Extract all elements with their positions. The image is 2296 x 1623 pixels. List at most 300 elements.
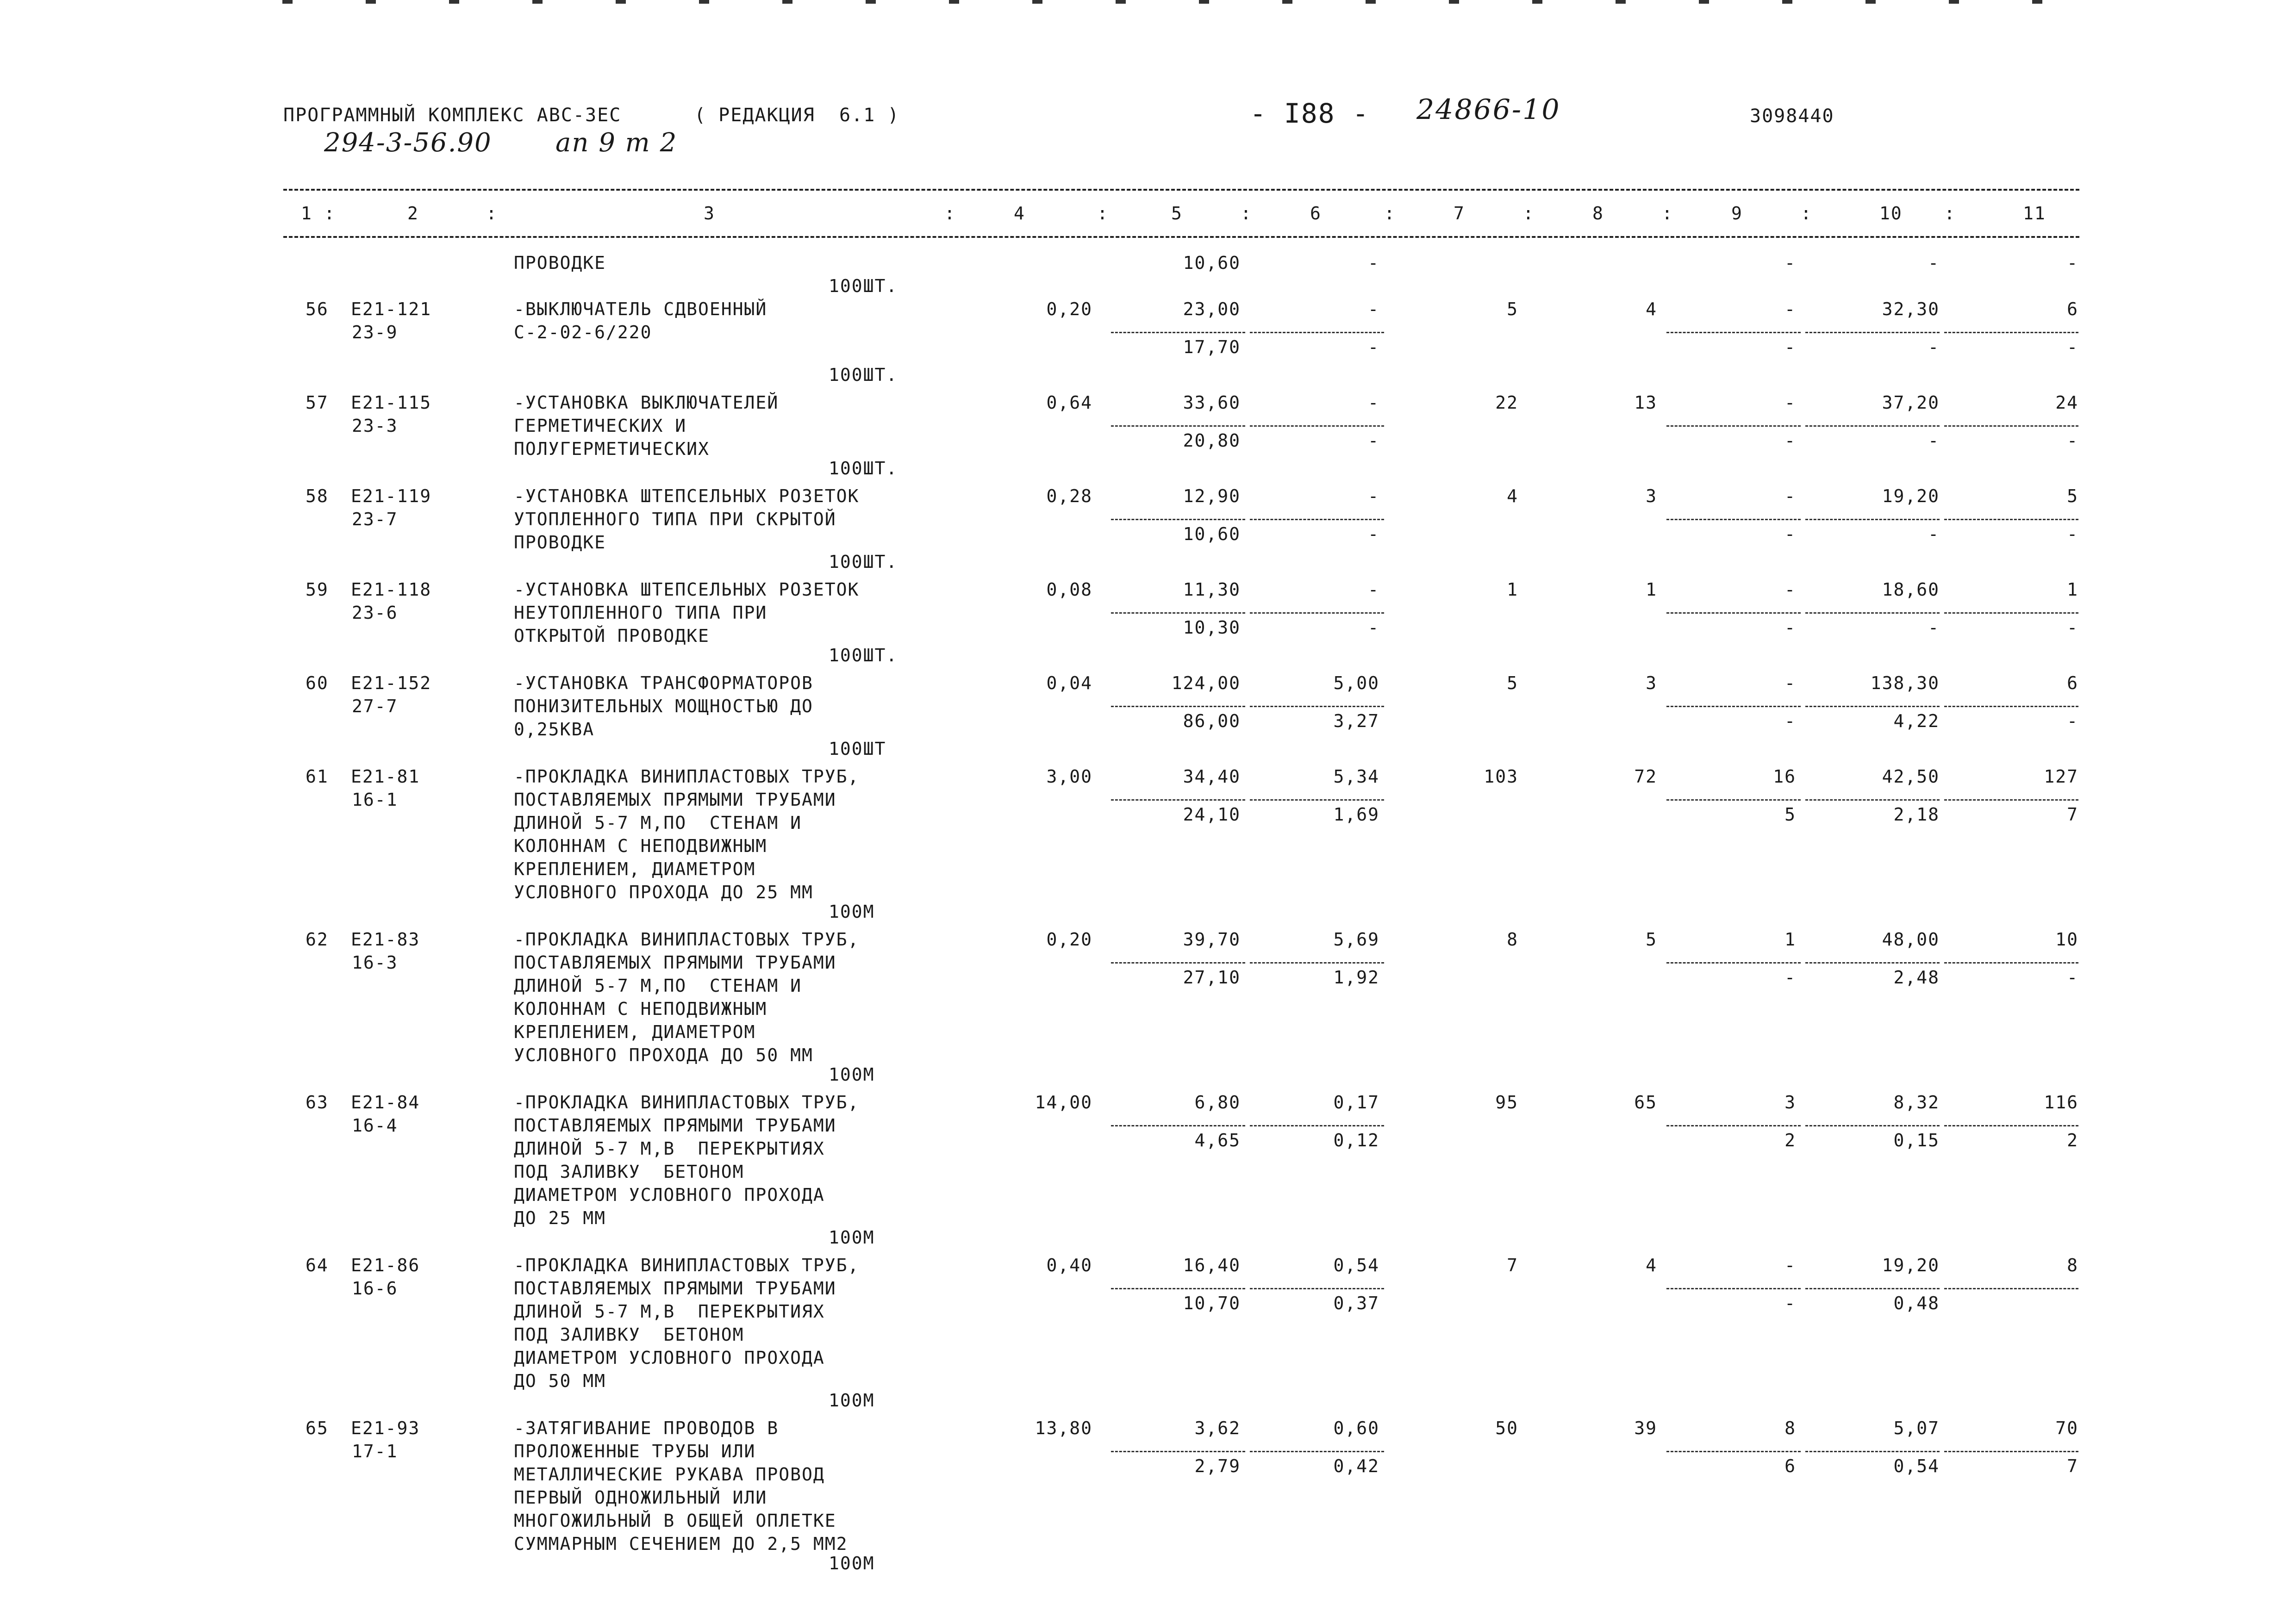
item-description-line: ДЛИНОЙ 5-7 М,ПО СТЕНАМ И	[514, 813, 802, 833]
norm-reference: 16-4	[352, 1115, 398, 1136]
norm-code: Е21-93	[351, 1418, 420, 1438]
norm-reference: 16-1	[352, 790, 398, 810]
item-description-line: -ПРОКЛАДКА ВИНИПЛАСТОВЫХ ТРУБ,	[514, 929, 860, 950]
subtotal-dash-rule	[1805, 962, 1940, 964]
column-separator: :	[1523, 203, 1535, 224]
item-description-line: -ПРОКЛАДКА ВИНИПЛАСТОВЫХ ТРУБ,	[514, 1092, 860, 1113]
norm-reference: 16-6	[352, 1278, 398, 1299]
quantity-value: 0,08	[1046, 579, 1092, 600]
wage-cost-value: 17,70	[1183, 337, 1241, 357]
subtotal-dash-rule	[1666, 332, 1801, 333]
column-separator: :	[1801, 203, 1812, 224]
col10-value: 48,00	[1882, 929, 1940, 950]
machine-cost-value: 5,34	[1333, 766, 1379, 787]
col11-value: 5	[2067, 486, 2078, 506]
item-description-line: -УСТАНОВКА ШТЕПСЕЛЬНЫХ РОЗЕТОК	[514, 579, 860, 600]
edition-label: ( РЕДАКЦИЯ 6.1 )	[694, 105, 900, 126]
col10-subvalue: -	[1928, 430, 1940, 451]
norm-code: Е21-121	[351, 299, 432, 319]
column-header-10: 10	[1879, 203, 1903, 224]
norm-reference: 23-7	[352, 509, 398, 529]
item-description-line: ПОД ЗАЛИВКУ БЕТОНОМ	[514, 1162, 744, 1182]
item-description-line: ПРОЛОЖЕННЫЕ ТРУБЫ ИЛИ	[514, 1441, 756, 1461]
subtotal-dash-rule	[1944, 612, 2078, 614]
col7-value: 8	[1507, 929, 1518, 950]
subtotal-dash-rule	[1111, 612, 1245, 614]
wage-cost-value: 10,30	[1183, 617, 1241, 638]
col10-value: -	[1928, 253, 1940, 273]
item-description-line: ПОСТАВЛЯЕМЫХ ПРЯМЫМИ ТРУБАМИ	[514, 1278, 836, 1299]
subtotal-dash-rule	[1805, 1288, 1940, 1289]
edge-mark	[949, 0, 959, 4]
subtotal-dash-rule	[1111, 332, 1245, 333]
subtotal-dash-rule	[1111, 799, 1245, 801]
col10-value: 19,20	[1882, 1255, 1940, 1275]
col7-value: 103	[1484, 766, 1518, 787]
col11-value: 127	[2044, 766, 2078, 787]
norm-reference: 23-6	[352, 603, 398, 623]
col8-value: 5	[1646, 929, 1657, 950]
unit-label: 100М	[829, 902, 875, 922]
col7-value: 7	[1507, 1255, 1518, 1275]
norm-reference: 17-1	[352, 1441, 398, 1461]
item-description-line: ПОЛУГЕРМЕТИЧЕСКИХ	[514, 439, 710, 459]
subtotal-dash-rule	[1666, 962, 1801, 964]
edge-mark	[699, 0, 709, 4]
subtotal-dash-rule	[1250, 1288, 1384, 1289]
subtotal-dash-rule	[1805, 799, 1940, 801]
machine-cost-value: -	[1368, 253, 1379, 273]
edge-mark	[782, 0, 792, 4]
unit-label: 100ШТ.	[829, 645, 898, 665]
edge-mark	[366, 0, 376, 4]
item-description-line: ДО 50 ММ	[514, 1371, 606, 1391]
wage-cost-value: 2,79	[1194, 1456, 1241, 1476]
item-description-line: -ПРОКЛАДКА ВИНИПЛАСТОВЫХ ТРУБ,	[514, 1255, 860, 1275]
col11-value: 1	[2067, 579, 2078, 600]
subtotal-dash-rule	[1250, 962, 1384, 964]
col9-subvalue: 2	[1784, 1130, 1796, 1150]
edge-mark	[1282, 0, 1292, 4]
column-header-5: 5	[1171, 203, 1183, 224]
edge-mark	[1616, 0, 1626, 4]
doc-code: 3098440	[1750, 106, 1834, 127]
edge-mark	[2032, 0, 2042, 4]
edge-mark	[1199, 0, 1209, 4]
unit-label: 100М	[829, 1064, 875, 1085]
item-description-line: ПОСТАВЛЯЕМЫХ ПРЯМЫМИ ТРУБАМИ	[514, 790, 836, 810]
item-description-line: -УСТАНОВКА ШТЕПСЕЛЬНЫХ РОЗЕТОК	[514, 486, 860, 506]
subtotal-dash-rule	[1805, 519, 1940, 520]
col11-subvalue: -	[2067, 617, 2078, 638]
edge-mark	[1699, 0, 1709, 4]
item-description-line: 0,25КВА	[514, 719, 595, 740]
col9-value: -	[1784, 579, 1796, 600]
col10-value: 42,50	[1882, 766, 1940, 787]
col10-subvalue: 0,54	[1893, 1456, 1940, 1476]
column-separator: :	[944, 203, 956, 224]
machine-cost-value: -	[1368, 579, 1379, 600]
col11-subvalue: 7	[2067, 1456, 2078, 1476]
norm-code: Е21-118	[351, 579, 432, 600]
subtotal-dash-rule	[1805, 1125, 1940, 1126]
machine-cost-value: 0,60	[1333, 1418, 1379, 1438]
unit-label: 100М	[829, 1553, 875, 1573]
subtotal-dash-rule	[1805, 706, 1940, 707]
subtotal-dash-rule	[1944, 706, 2078, 707]
header-rule-top	[283, 189, 2079, 191]
edge-mark	[1032, 0, 1042, 4]
row-number: 65	[306, 1418, 329, 1438]
unit-label: 100М	[829, 1227, 875, 1248]
subtotal-dash-rule	[1666, 1125, 1801, 1126]
column-separator: :	[1241, 203, 1252, 224]
norm-code: Е21-86	[351, 1255, 420, 1275]
col9-subvalue: -	[1784, 337, 1796, 357]
column-header-3: 3	[704, 203, 715, 224]
edge-mark	[1116, 0, 1126, 4]
machine-wage-value: 1,69	[1333, 804, 1379, 825]
item-description-line: ДЛИНОЙ 5-7 М,В ПЕРЕКРЫТИЯХ	[514, 1138, 825, 1159]
col10-value: 32,30	[1882, 299, 1940, 319]
col11-subvalue: -	[2067, 967, 2078, 988]
item-description-line: ПОНИЗИТЕЛЬНЫХ МОЩНОСТЬЮ ДО	[514, 696, 813, 716]
unit-label: 100ШТ.	[829, 552, 898, 572]
subtotal-dash-rule	[1944, 519, 2078, 520]
machine-cost-value: 0,17	[1333, 1092, 1379, 1113]
subtotal-dash-rule	[1111, 1451, 1245, 1452]
item-description-line: -ПРОКЛАДКА ВИНИПЛАСТОВЫХ ТРУБ,	[514, 766, 860, 787]
item-description-line: ПОСТАВЛЯЕМЫХ ПРЯМЫМИ ТРУБАМИ	[514, 952, 836, 973]
wage-cost-value: 24,10	[1183, 804, 1241, 825]
col9-value: -	[1784, 486, 1796, 506]
item-description-line: ГЕРМЕТИЧЕСКИХ И	[514, 416, 687, 436]
row-number: 61	[306, 766, 329, 787]
col7-value: 22	[1495, 392, 1518, 413]
wage-cost-value: 27,10	[1183, 967, 1241, 988]
item-description-line: УТОПЛЕННОГО ТИПА ПРИ СКРЫТОЙ	[514, 509, 836, 529]
unit-label: 100М	[829, 1390, 875, 1411]
item-description-line: ДЛИНОЙ 5-7 М,В ПЕРЕКРЫТИЯХ	[514, 1301, 825, 1322]
item-description-line: УСЛОВНОГО ПРОХОДА ДО 25 ММ	[514, 882, 813, 902]
col11-subvalue: 2	[2067, 1130, 2078, 1150]
col7-value: 4	[1507, 486, 1518, 506]
item-description-line: НЕУТОПЛЕННОГО ТИПА ПРИ	[514, 603, 767, 623]
col9-value: -	[1784, 253, 1796, 273]
item-description-line: УСЛОВНОГО ПРОХОДА ДО 50 ММ	[514, 1045, 813, 1065]
doc-number-handwritten: 24866-10	[1416, 93, 1561, 126]
subtotal-dash-rule	[1666, 612, 1801, 614]
item-description-line: СУММАРНЫМ СЕЧЕНИЕМ ДО 2,5 ММ2	[514, 1534, 848, 1554]
subtotal-dash-rule	[1111, 1125, 1245, 1126]
col7-value: 5	[1507, 299, 1518, 319]
handwritten-reference: 294-3-56.90	[324, 128, 492, 158]
item-description-line: ДИАМЕТРОМ УСЛОВНОГО ПРОХОДА	[514, 1348, 825, 1368]
machine-wage-value: 3,27	[1333, 711, 1379, 731]
subtotal-dash-rule	[1250, 332, 1384, 333]
edge-mark	[1449, 0, 1459, 4]
subtotal-dash-rule	[1111, 962, 1245, 964]
col11-value: 10	[2055, 929, 2078, 950]
machine-cost-value: 0,54	[1333, 1255, 1379, 1275]
unit-cost-value: 3,62	[1194, 1418, 1241, 1438]
header-rule-bottom	[283, 236, 2079, 238]
col8-value: 4	[1646, 1255, 1657, 1275]
col8-value: 3	[1646, 673, 1657, 693]
col11-subvalue: 7	[2067, 804, 2078, 825]
machine-cost-value: -	[1368, 299, 1379, 319]
subtotal-dash-rule	[1666, 1451, 1801, 1452]
col11-value: 24	[2055, 392, 2078, 413]
col9-subvalue: -	[1784, 617, 1796, 638]
col10-subvalue: -	[1928, 337, 1940, 357]
unit-cost-value: 11,30	[1183, 579, 1241, 600]
subtotal-dash-rule	[1250, 1451, 1384, 1452]
unit-label: 100ШТ	[829, 739, 886, 759]
col11-subvalue: -	[2067, 430, 2078, 451]
item-description-line: КОЛОННАМ С НЕПОДВИЖНЫМ	[514, 999, 767, 1019]
quantity-value: 0,04	[1046, 673, 1092, 693]
unit-cost-value: 12,90	[1183, 486, 1241, 506]
col8-value: 39	[1634, 1418, 1657, 1438]
machine-wage-value: 0,42	[1333, 1456, 1379, 1476]
machine-cost-value: -	[1368, 392, 1379, 413]
subtotal-dash-rule	[1944, 1451, 2078, 1452]
item-description-line: -УСТАНОВКА ВЫКЛЮЧАТЕЛЕЙ	[514, 392, 779, 413]
col11-subvalue: -	[2067, 337, 2078, 357]
col7-value: 50	[1495, 1418, 1518, 1438]
col9-value: 8	[1784, 1418, 1796, 1438]
machine-wage-value: 0,12	[1333, 1130, 1379, 1150]
edge-mark	[282, 0, 293, 4]
norm-reference: 16-3	[352, 952, 398, 973]
quantity-value: 0,28	[1046, 486, 1092, 506]
machine-cost-value: -	[1368, 486, 1379, 506]
col8-value: 65	[1634, 1092, 1657, 1113]
col8-value: 4	[1646, 299, 1657, 319]
item-description-line: ДО 25 ММ	[514, 1208, 606, 1228]
col7-value: 1	[1507, 579, 1518, 600]
col9-value: -	[1784, 1255, 1796, 1275]
edge-mark	[1949, 0, 1959, 4]
quantity-value: 13,80	[1035, 1418, 1092, 1438]
item-description-line: -ВЫКЛЮЧАТЕЛЬ СДВОЕННЫЙ	[514, 299, 767, 319]
subtotal-dash-rule	[1250, 519, 1384, 520]
unit-cost-value: 23,00	[1183, 299, 1241, 319]
col10-value: 138,30	[1870, 673, 1940, 693]
row-number: 59	[306, 579, 329, 600]
subtotal-dash-rule	[1944, 425, 2078, 427]
col9-value: 16	[1773, 766, 1796, 787]
column-header-11: 11	[2023, 203, 2046, 224]
col9-subvalue: -	[1784, 524, 1796, 544]
item-description-line: -УСТАНОВКА ТРАНСФОРМАТОРОВ	[514, 673, 813, 693]
col8-value: 72	[1634, 766, 1657, 787]
col11-value: 8	[2067, 1255, 2078, 1275]
item-description-line: КРЕПЛЕНИЕМ, ДИАМЕТРОМ	[514, 859, 756, 879]
row-number: 64	[306, 1255, 329, 1275]
norm-code: Е21-152	[351, 673, 432, 693]
column-header-4: 4	[1014, 203, 1025, 224]
item-description-line: КОЛОННАМ С НЕПОДВИЖНЫМ	[514, 836, 767, 856]
column-header-9: 9	[1731, 203, 1743, 224]
col10-value: 8,32	[1893, 1092, 1940, 1113]
col8-value: 3	[1646, 486, 1657, 506]
col9-value: 3	[1784, 1092, 1796, 1113]
subtotal-dash-rule	[1944, 1125, 2078, 1126]
subtotal-dash-rule	[1111, 706, 1245, 707]
column-separator: :	[1097, 203, 1109, 224]
col9-subvalue: -	[1784, 711, 1796, 731]
quantity-value: 0,40	[1046, 1255, 1092, 1275]
subtotal-dash-rule	[1111, 425, 1245, 427]
column-separator: :	[324, 203, 336, 224]
row-number: 62	[306, 929, 329, 950]
subtotal-dash-rule	[1666, 519, 1801, 520]
row-number: 57	[306, 392, 329, 413]
col10-subvalue: 2,18	[1893, 804, 1940, 825]
row-number: 58	[306, 486, 329, 506]
program-name: ПРОГРАММНЫЙ КОМПЛЕКС АВС-3ЕС	[283, 105, 622, 126]
column-separator: :	[1662, 203, 1673, 224]
cost-base-value: 10,60	[1183, 253, 1241, 273]
column-header-2: 2	[407, 203, 419, 224]
machine-wage-value: -	[1368, 337, 1379, 357]
machine-wage-value: 1,92	[1333, 967, 1379, 988]
subtotal-dash-rule	[1250, 799, 1384, 801]
column-separator: :	[1944, 203, 1956, 224]
norm-reference: 23-3	[352, 416, 398, 436]
col9-subvalue: 5	[1784, 804, 1796, 825]
quantity-value: 14,00	[1035, 1092, 1092, 1113]
col10-subvalue: 4,22	[1893, 711, 1940, 731]
subtotal-dash-rule	[1944, 332, 2078, 333]
edge-mark	[1366, 0, 1376, 4]
machine-wage-value: 0,37	[1333, 1293, 1379, 1313]
subtotal-dash-rule	[1250, 1125, 1384, 1126]
column-separator: :	[1384, 203, 1396, 224]
norm-reference: 27-7	[352, 696, 398, 716]
row-number: 60	[306, 673, 329, 693]
col7-value: 5	[1507, 673, 1518, 693]
item-description-line: ПРОВОДКЕ	[514, 532, 606, 553]
subtotal-dash-rule	[1250, 706, 1384, 707]
edge-mark	[866, 0, 876, 4]
col10-subvalue: 0,15	[1893, 1130, 1940, 1150]
col10-value: 19,20	[1882, 486, 1940, 506]
wage-cost-value: 86,00	[1183, 711, 1241, 731]
col9-subvalue: -	[1784, 1293, 1796, 1313]
col9-value: -	[1784, 673, 1796, 693]
wage-cost-value: 10,60	[1183, 524, 1241, 544]
item-description-line: МНОГОЖИЛЬНЫЙ В ОБЩЕЙ ОПЛЕТКЕ	[514, 1511, 836, 1531]
subtotal-dash-rule	[1111, 519, 1245, 520]
col11-value: -	[2067, 253, 2078, 273]
wage-cost-value: 10,70	[1183, 1293, 1241, 1313]
col10-subvalue: -	[1928, 617, 1940, 638]
subtotal-dash-rule	[1666, 799, 1801, 801]
norm-code: Е21-83	[351, 929, 420, 950]
col10-value: 37,20	[1882, 392, 1940, 413]
col9-value: 1	[1784, 929, 1796, 950]
norm-reference: 23-9	[352, 322, 398, 342]
page-number: - I88 -	[1250, 98, 1370, 129]
col9-value: -	[1784, 299, 1796, 319]
subtotal-dash-rule	[1805, 332, 1940, 333]
machine-cost-value: 5,69	[1333, 929, 1379, 950]
item-description-line: -ЗАТЯГИВАНИЕ ПРОВОДОВ В	[514, 1418, 779, 1438]
col11-value: 116	[2044, 1092, 2078, 1113]
subtotal-dash-rule	[1111, 1288, 1245, 1289]
machine-cost-value: 5,00	[1333, 673, 1379, 693]
item-description-line: МЕТАЛЛИЧЕСКИЕ РУКАВА ПРОВОД	[514, 1464, 825, 1485]
unit-label: 100ШТ.	[829, 276, 898, 296]
subtotal-dash-rule	[1944, 962, 2078, 964]
item-description-line: С-2-02-6/220	[514, 322, 652, 342]
subtotal-dash-rule	[1944, 1288, 2078, 1289]
machine-wage-value: -	[1368, 430, 1379, 451]
unit-cost-value: 16,40	[1183, 1255, 1241, 1275]
col8-value: 1	[1646, 579, 1657, 600]
wage-cost-value: 20,80	[1183, 430, 1241, 451]
item-description-line: ДЛИНОЙ 5-7 М,ПО СТЕНАМ И	[514, 976, 802, 996]
item-description-line: ПОД ЗАЛИВКУ БЕТОНОМ	[514, 1325, 744, 1345]
subtotal-dash-rule	[1944, 799, 2078, 801]
col10-subvalue: 2,48	[1893, 967, 1940, 988]
subtotal-dash-rule	[1666, 1288, 1801, 1289]
subtotal-dash-rule	[1805, 425, 1940, 427]
norm-code: Е21-119	[351, 486, 432, 506]
handwritten-reference-2: ап 9 т 2	[555, 128, 678, 158]
item-description-line: ОТКРЫТОЙ ПРОВОДКЕ	[514, 626, 710, 646]
edge-mark	[532, 0, 543, 4]
subtotal-dash-rule	[1666, 706, 1801, 707]
col10-value: 18,60	[1882, 579, 1940, 600]
col11-subvalue: -	[2067, 711, 2078, 731]
unit-cost-value: 34,40	[1183, 766, 1241, 787]
quantity-value: 0,64	[1046, 392, 1092, 413]
unit-label: 100ШТ.	[829, 458, 898, 479]
item-description: ПРОВОДКЕ	[514, 253, 606, 273]
edge-mark	[1782, 0, 1792, 4]
edge-mark	[616, 0, 626, 4]
item-description-line: ПОСТАВЛЯЕМЫХ ПРЯМЫМИ ТРУБАМИ	[514, 1115, 836, 1136]
col9-subvalue: 6	[1784, 1456, 1796, 1476]
col9-subvalue: -	[1784, 430, 1796, 451]
machine-wage-value: -	[1368, 617, 1379, 638]
edge-mark	[1866, 0, 1876, 4]
quantity-value: 0,20	[1046, 929, 1092, 950]
col10-value: 5,07	[1893, 1418, 1940, 1438]
subtotal-dash-rule	[1250, 612, 1384, 614]
col9-value: -	[1784, 392, 1796, 413]
column-header-7: 7	[1454, 203, 1465, 224]
unit-cost-value: 39,70	[1183, 929, 1241, 950]
norm-code: Е21-81	[351, 766, 420, 787]
item-description-line: ДИАМЕТРОМ УСЛОВНОГО ПРОХОДА	[514, 1185, 825, 1205]
col10-subvalue: 0,48	[1893, 1293, 1940, 1313]
norm-code: Е21-84	[351, 1092, 420, 1113]
col9-subvalue: -	[1784, 967, 1796, 988]
subtotal-dash-rule	[1666, 425, 1801, 427]
col11-value: 6	[2067, 299, 2078, 319]
quantity-value: 3,00	[1046, 766, 1092, 787]
machine-wage-value: -	[1368, 524, 1379, 544]
norm-code: Е21-115	[351, 392, 432, 413]
subtotal-dash-rule	[1805, 612, 1940, 614]
col7-value: 95	[1495, 1092, 1518, 1113]
column-header-6: 6	[1310, 203, 1322, 224]
